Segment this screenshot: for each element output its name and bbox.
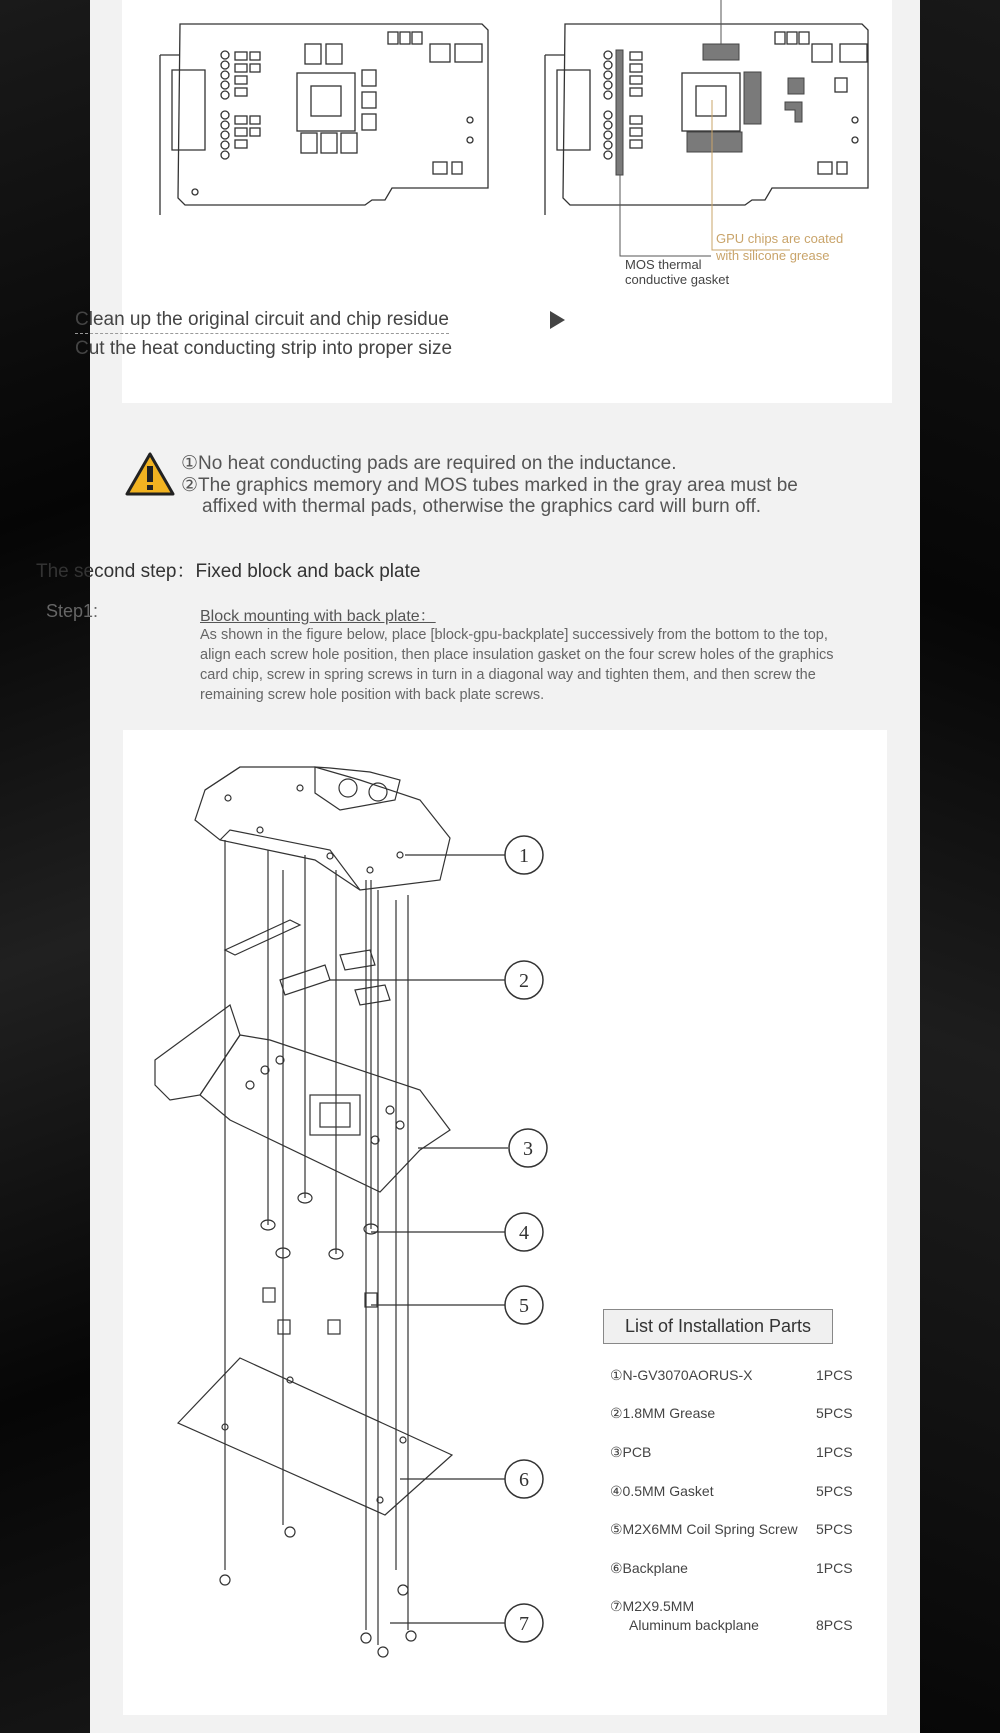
- step1-label: Step1:: [46, 601, 99, 621]
- part-1-name: ①N-GV3070AORUS-X: [610, 1367, 753, 1383]
- part-7-name: ⑦M2X9.5MM: [610, 1598, 695, 1614]
- backplate: [178, 1358, 452, 1515]
- warning-note-2: ②The graphics memory and MOS tubes marked in the gray area must be: [181, 475, 798, 496]
- second-step-heading: The second step：Fixed block and back plate: [36, 561, 421, 582]
- part-3-name: ③PCB: [610, 1444, 652, 1460]
- water-block: [195, 767, 450, 890]
- part-2-qty: 5PCS: [816, 1405, 853, 1421]
- part-2-name: ②1.8MM Grease: [610, 1405, 716, 1421]
- step1-description: As shown in the figure below, place [block-gpu-backplate] successively from the bottom to the top, align each screw hole position, then place insulation gasket on the four screw holes of the graphics card chip, screw in spring screws in turn in a diagonal way and tighten them, and then screw the remaining screw hole position with back plate screws.: [200, 627, 834, 703]
- cut-strip-text: Cut the heat conducting strip into proper size: [75, 338, 453, 359]
- step1-title: Block mounting with back plate：: [200, 608, 436, 625]
- part-4-qty: 5PCS: [816, 1483, 853, 1499]
- part-6-qty: 1PCS: [816, 1560, 853, 1576]
- part-4-name: ④0.5MM Gasket: [610, 1483, 714, 1499]
- callout-1: 1: [519, 845, 529, 867]
- warning-note-2-cont: affixed with thermal pads, otherwise the graphics card will burn off.: [202, 496, 762, 517]
- part-5-qty: 5PCS: [816, 1521, 853, 1537]
- mos-thermal-label: MOS thermal conductive gasket: [625, 257, 730, 287]
- parts-list-title: List of Installation Parts: [603, 1309, 833, 1344]
- pcb-board: [200, 1035, 450, 1192]
- part-1-qty: 1PCS: [816, 1367, 853, 1383]
- callout-3: 3: [523, 1138, 533, 1160]
- gpu-grease-label: GPU chips are coated with silicone grease: [716, 231, 844, 263]
- part-7-qty: 8PCS: [816, 1617, 853, 1633]
- callout-5: 5: [519, 1295, 529, 1317]
- part-6-name: ⑥Backplane: [610, 1560, 688, 1576]
- callout-6: 6: [519, 1469, 529, 1491]
- part-5-name: ⑤M2X6MM Coil Spring Screw: [610, 1521, 798, 1537]
- warning-note-1: ①No heat conducting pads are required on the inductance.: [181, 453, 677, 474]
- callout-4: 4: [519, 1222, 529, 1244]
- part-3-qty: 1PCS: [816, 1444, 853, 1460]
- callout-2: 2: [519, 970, 529, 992]
- thermal-pads: [225, 920, 390, 1005]
- bottom-screws: [220, 1527, 416, 1657]
- part-7-name-line2: Aluminum backplane: [629, 1617, 759, 1633]
- callout-7: 7: [519, 1613, 529, 1635]
- clean-residue-text: Clean up the original circuit and chip residue: [75, 309, 449, 334]
